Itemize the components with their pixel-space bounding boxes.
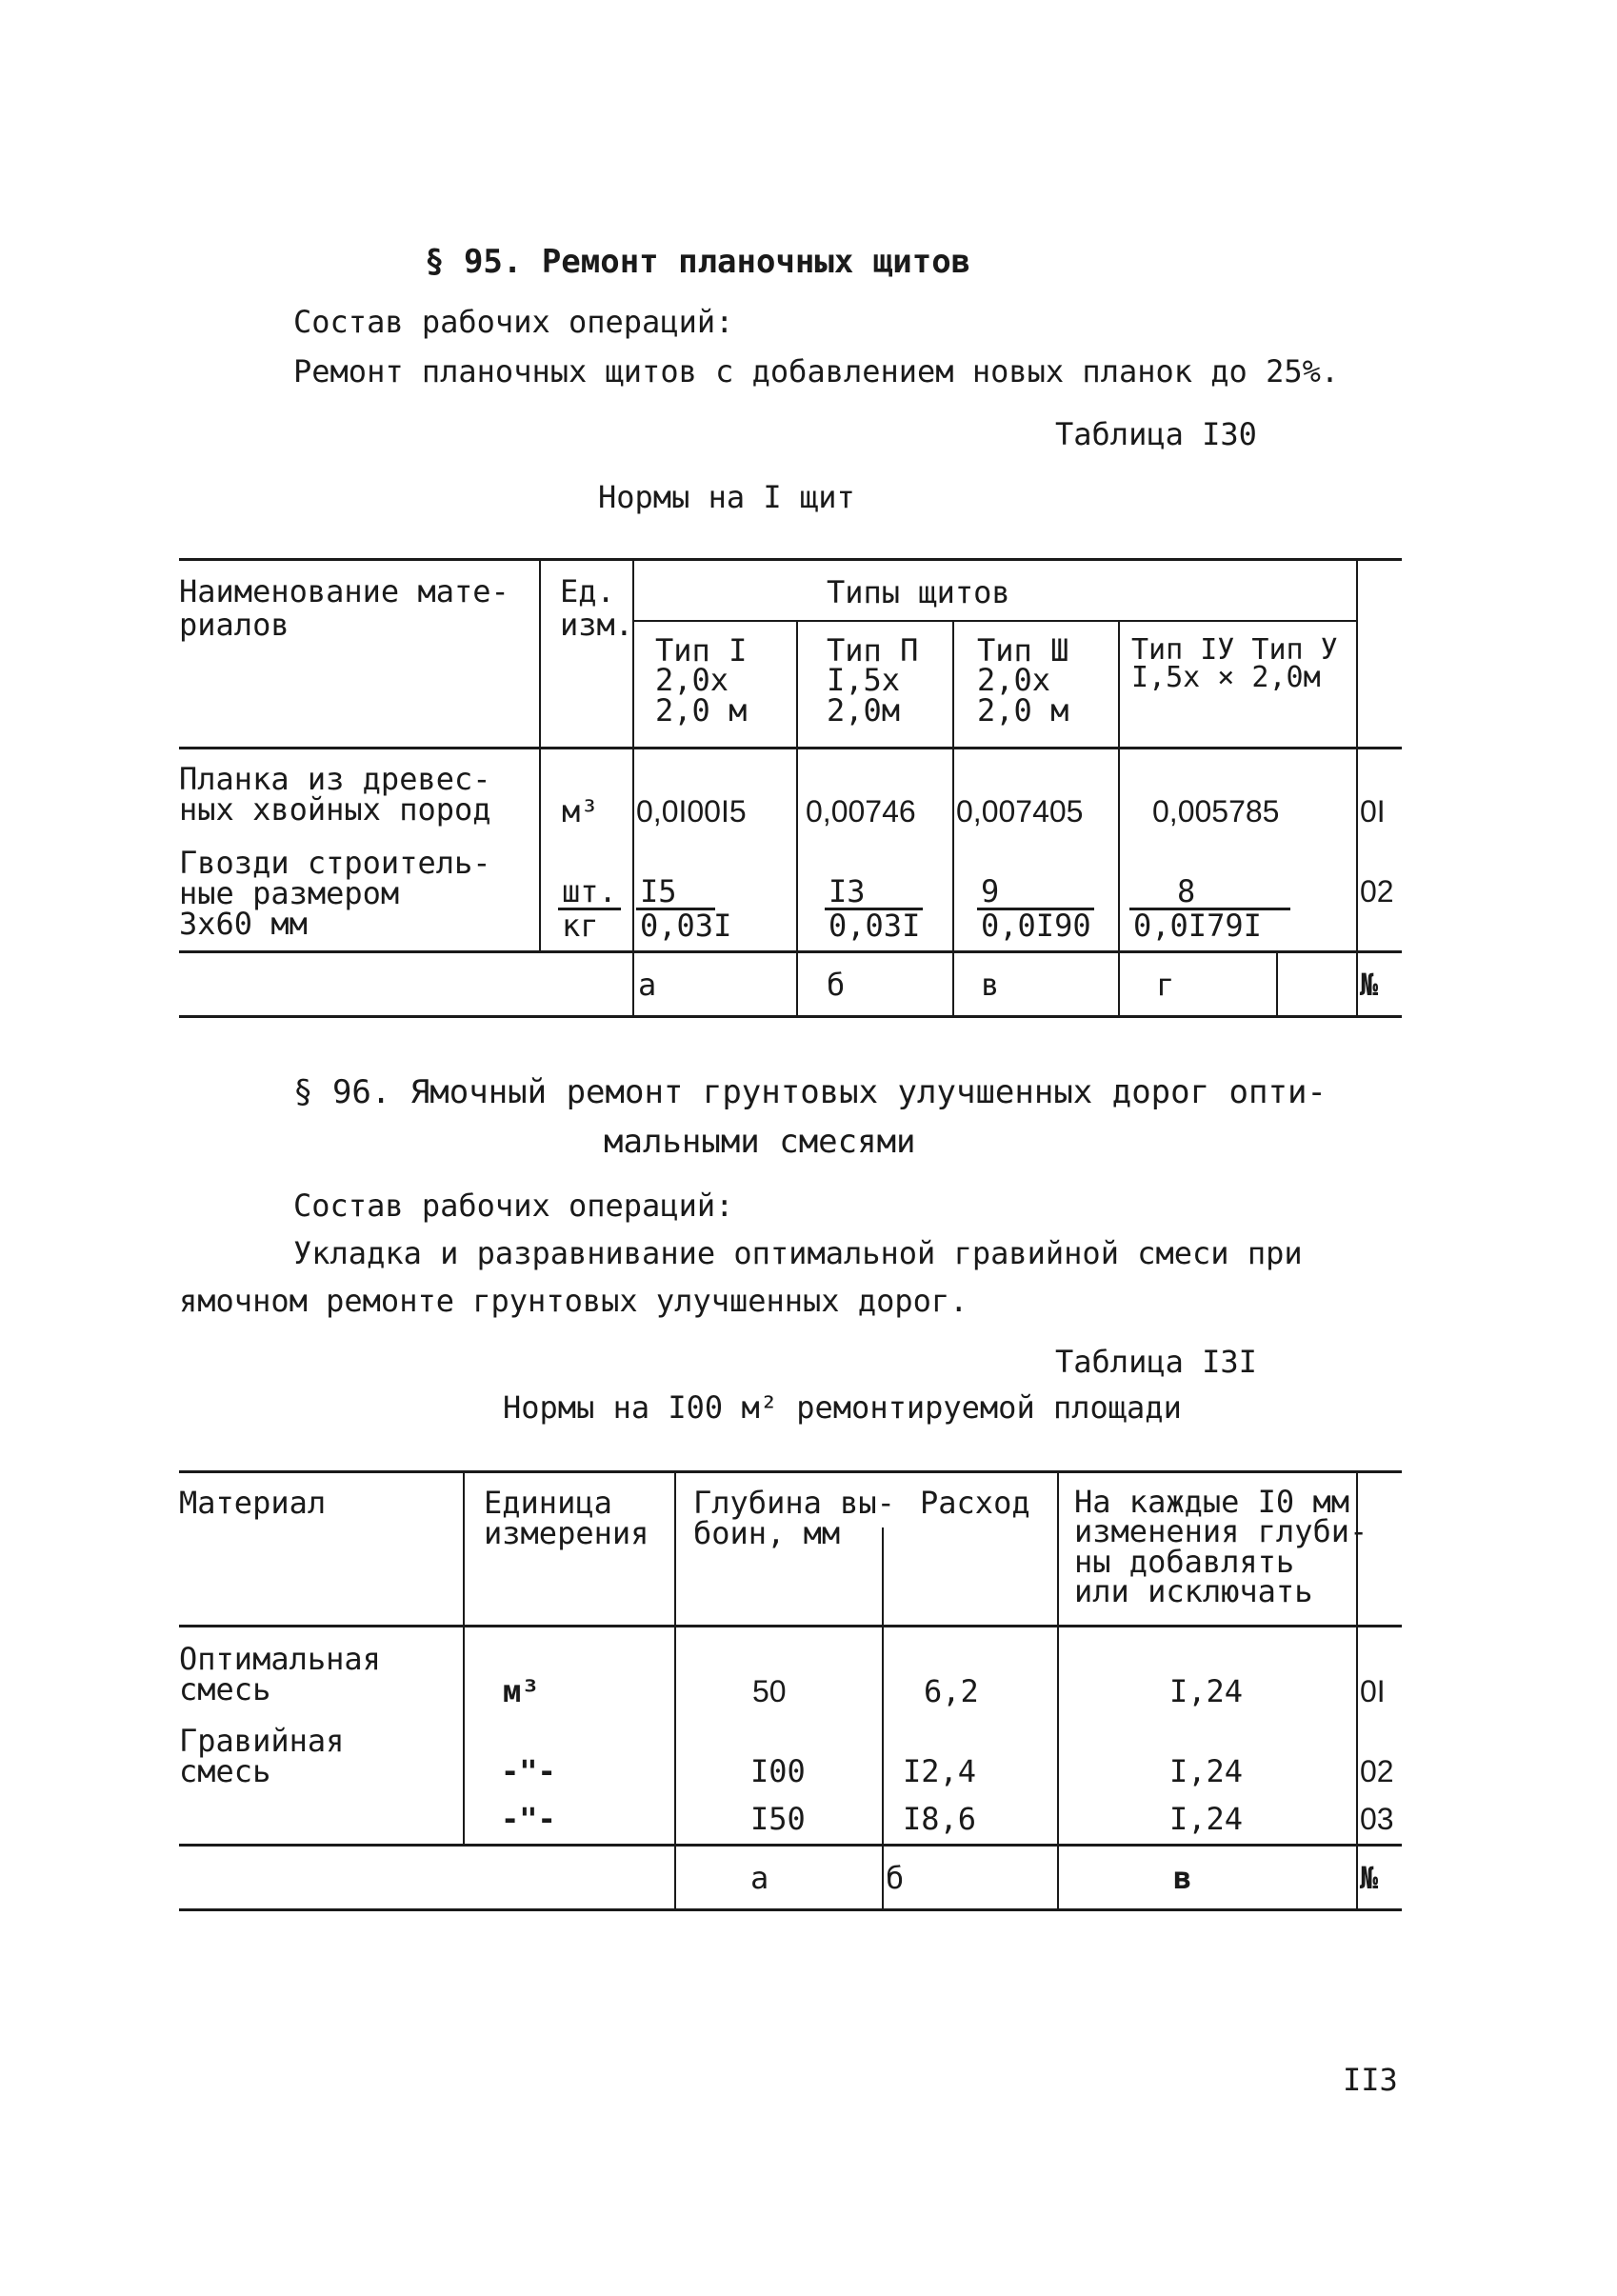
section-96-ops-text-line1: Укладка и разравнивание оптимальной гравийной смеси при [293, 1235, 1303, 1271]
table-130-row1-no: 0I [1360, 794, 1386, 829]
table-130-row2-v1: $\frac{I5}{0,03I}$ [636, 876, 731, 941]
section-96-heading-line1: § 96. Ямочный ремонт грунтовых улучшенных дорог опти- [293, 1073, 1327, 1111]
table-131-row2-unit: -"- [501, 1753, 556, 1789]
table-131-row1-material: Оптимальная смесь [179, 1641, 381, 1707]
table-130-footer-g: г [1156, 967, 1175, 1003]
table-131-norms: Нормы на I00 м² ремонтируемой площади [503, 1389, 1182, 1426]
table-131-col-depth: Глубина вы- боин, мм [693, 1485, 895, 1551]
page-number: II3 [1343, 2062, 1398, 2098]
section-96-heading-line2: мальными смесями [604, 1123, 916, 1161]
table-131-row2-no: 02 [1360, 1754, 1394, 1788]
table-130-label: Таблица I30 [1055, 416, 1257, 452]
table-131-row2-rate: I2,4 [903, 1753, 977, 1789]
table-131-row3-rate: I8,6 [903, 1801, 977, 1837]
table-131-footer-b: б [886, 1860, 905, 1896]
table-130-type-3: Тип Ш 2,0х 2,0 м [977, 632, 1069, 729]
table-130-row1-unit: м³ [562, 793, 599, 829]
table-131-col-rate: Расход [920, 1485, 1030, 1521]
table-130-col-types: Типы щитов [827, 574, 1010, 610]
section-96-ops-text-line2: ямочном ремонте грунтовых улучшенных дорог. [179, 1283, 968, 1319]
table-130-norms: Нормы на I щит [598, 479, 855, 515]
table-130-footer-a: а [638, 967, 657, 1003]
table-131-footer-v: в [1173, 1860, 1192, 1896]
table-130-row1-name: Планка из древес- ных хвойных пород [179, 761, 491, 828]
table-131-row3-unit: -"- [501, 1801, 556, 1837]
table-130-footer-v: в [981, 967, 1000, 1003]
section-96-ops-label: Состав рабочих операций: [293, 1188, 734, 1224]
table-131-row2-material: Гравийная смесь [179, 1723, 345, 1789]
table-131-row1-no: 0I [1360, 1674, 1386, 1708]
table-131-col-material: Материал [179, 1485, 327, 1521]
table-130-row1-v3: 0,007405 [956, 794, 1084, 829]
section-95-ops-label: Состав рабочих операций: [293, 304, 734, 340]
table-131-row3-no: 03 [1360, 1802, 1394, 1836]
table-130-row1-v4: 0,005785 [1152, 794, 1280, 829]
table-130-row2-v4: $\frac{8}{0,0I79I}$ [1129, 876, 1290, 941]
table-130-row2-no: 02 [1360, 874, 1394, 908]
table-130-col-unit: Ед. изм. [560, 573, 634, 644]
table-131-footer-a: а [750, 1860, 769, 1896]
table-130-col-name: Наименование мате- риалов [179, 573, 509, 644]
table-130-row2-v2: $\frac{I3}{0,03I}$ [825, 876, 923, 941]
table-131-row3-add: I,24 [1169, 1801, 1244, 1837]
table-131-row1-rate: 6,2 [924, 1673, 979, 1709]
table-130-footer-no: № [1360, 967, 1379, 1003]
table-131-row1-depth: 50 [752, 1674, 787, 1708]
table-130-row1-v2: 0,00746 [806, 794, 916, 829]
table-130-row1-v1: 0,0I00I5 [636, 794, 747, 829]
table-131-row1-unit: м³ [503, 1673, 540, 1709]
table-130-row2-v3: $\frac{9}{0,0I90}$ [977, 876, 1094, 941]
table-130-row2-unit: шт. кг [558, 876, 621, 941]
table-131-row3-depth: I50 [750, 1801, 806, 1837]
table-131-label: Таблица I3I [1055, 1344, 1257, 1380]
table-131-footer-no: № [1360, 1860, 1379, 1896]
section-95-ops-text: Ремонт планочных щитов с добавлением новых планок до 25%. [293, 353, 1340, 389]
table-131-row1-add: I,24 [1169, 1673, 1244, 1709]
table-130-type-1: Тип I 2,0х 2,0 м [655, 632, 748, 729]
table-131-row2-add: I,24 [1169, 1753, 1244, 1789]
table-131-col-unit: Единица измерения [484, 1485, 649, 1551]
table-130-type-2: Тип П I,5х 2,0м [827, 632, 919, 729]
table-130-row2-name: Гвозди строитель- ные размером 3х60 мм [179, 845, 491, 942]
table-131-row2-depth: I00 [750, 1753, 806, 1789]
table-131-col-add: На каждые I0 мм изменения глуби- ны добавлять или исключать [1074, 1484, 1368, 1610]
table-130-type-4-5: Тип IУ Тип У I,5х × 2,0м [1131, 633, 1338, 695]
section-95-heading: § 95. Ремонт планочных щитов [425, 243, 971, 281]
table-130-footer-b: б [827, 967, 846, 1003]
